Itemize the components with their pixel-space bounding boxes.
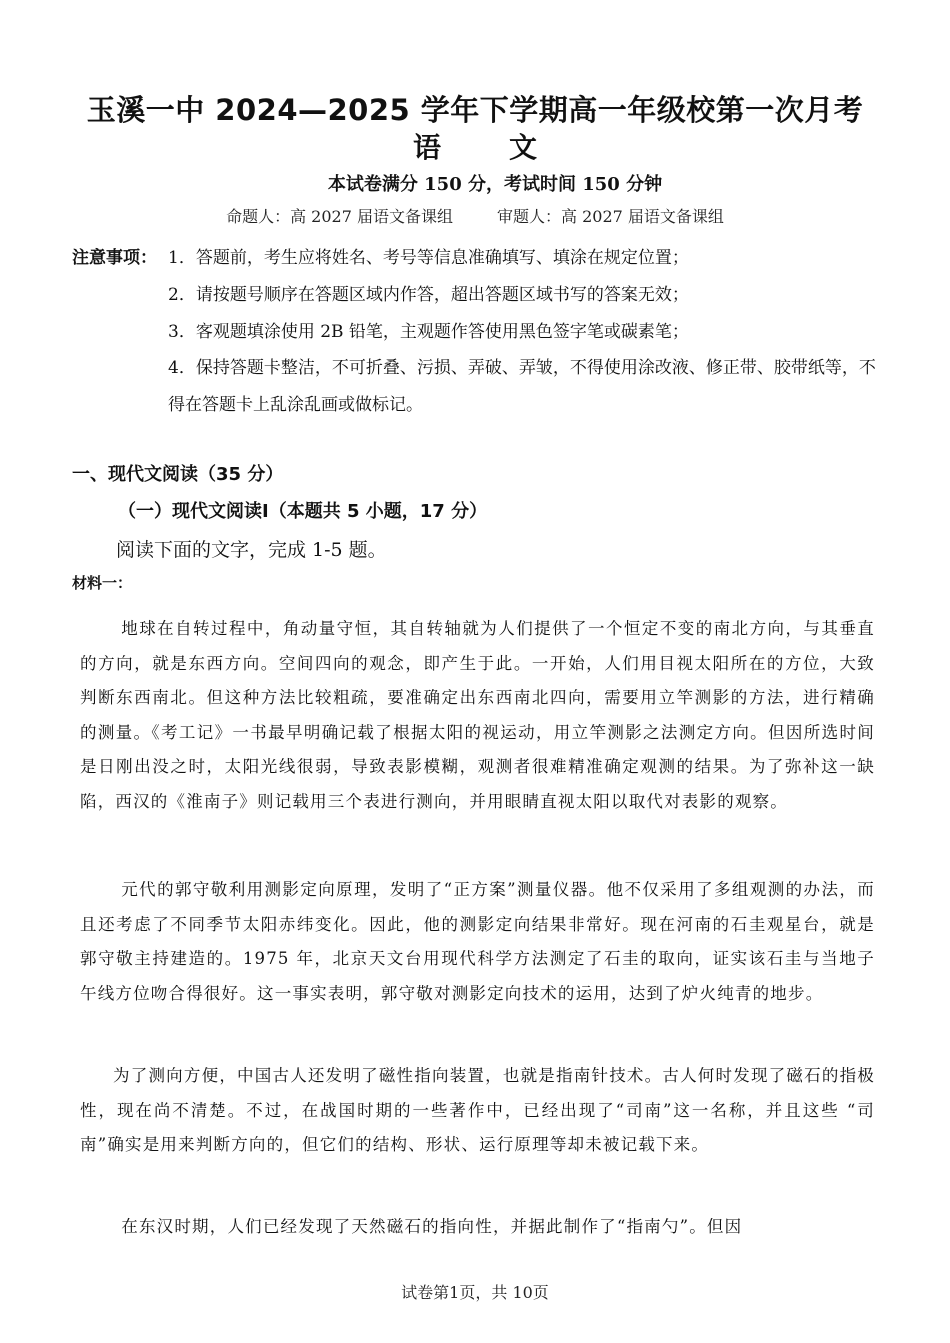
subject-title: 语文 xyxy=(412,131,605,164)
notice-item: 2．请按题号顺序在答题区域内作答，超出答题区域书写的答案无效； xyxy=(168,285,689,305)
notice-label: 注意事项： xyxy=(72,248,157,268)
section-heading: 一、现代文阅读（35 分） xyxy=(72,464,284,485)
score-time-line: 本试卷满分 150 分，考试时间 150 分钟 xyxy=(327,174,663,195)
page-footer: 试卷第1页，共 10页 xyxy=(401,1283,549,1302)
passage-paragraph: 为了测向方便，中国古人还发明了磁性指向装置，也就是指南针技术。古人何时发现了磁石的指极性，现在尚不清楚。不过，在战国时期的一些著作中，已经出现了“司南”这一名称，并且这些 “司南”确实是用来判断方向的，但它们的结构、形状、运行原理等却未被记载下来。 xyxy=(80,1066,875,1154)
notice-item: 1．答题前，考生应将姓名、考号等信息准确填写、填涂在规定位置； xyxy=(168,248,689,268)
material-label: 材料一： xyxy=(72,574,133,592)
setter-label: 命题人：高 2027 届语文备课组 xyxy=(226,207,453,226)
passage-paragraph: 元代的郭守敬利用测影定向原理，发明了“正方案”测量仪器。他不仅采用了多组观测的办法，而且还考虑了不同季节太阳赤纬变化。因此，他的测影定向结果非常好。现在河南的石圭观星台，就是郭守敬主持建造的。1975 年，北京天文台用现代科学方法测定了石圭的取向，证实该石圭与当地子午线方位吻合得很好。这一事实表明，郭守敬对测影定向技术的运用，达到了炉火纯青的地步。 xyxy=(80,880,875,1003)
notice-item: 4．保持答题卡整洁，不可折叠、污损、弄破、弄皱，不得使用涂改液、修正带、胶带纸等，不得在答题卡上乱涂乱画或做标记。 xyxy=(168,358,876,415)
passage-paragraph: 在东汉时期，人们已经发现了天然磁石的指向性，并据此制作了“指南勺”。但因 xyxy=(121,1217,743,1236)
reading-instruction: 阅读下面的文字，完成 1-5 题。 xyxy=(116,539,387,561)
authors-line xyxy=(0,204,950,227)
exam-title: 玉溪一中 2024—2025 学年下学期高一年级校第一次月考 xyxy=(86,93,864,127)
notice-item: 3．客观题填涂使用 2B 铅笔，主观题作答使用黑色签字笔或碳素笔； xyxy=(168,322,689,342)
reviewer-label: 审题人：高 2027 届语文备课组 xyxy=(497,207,724,226)
section-subheading: （一）现代文阅读Ⅰ（本题共 5 小题，17 分） xyxy=(118,501,488,522)
passage-paragraph: 地球在自转过程中，角动量守恒，其自转轴就为人们提供了一个恒定不变的南北方向，与其垂直的方向，就是东西方向。空间四向的观念，即产生于此。一开始，人们用目视太阳所在的方位，大致判断东西南北。但这种方法比较粗疏，要准确定出东西南北四向，需要用立竿测影的方法，进行精确的测量。《考工记》一书最早明确记载了根据太阳的视运动，用立竿测影之法测定方向。但因所选时间是日刚出没之时，太阳光线很弱，导致表影模糊，观测者很难精准确定观测的结果。为了弥补这一缺陷，西汉的《淮南子》则记载用三个表进行测向，并用眼睛直视太阳以取代对表影的观察。 xyxy=(80,619,875,811)
